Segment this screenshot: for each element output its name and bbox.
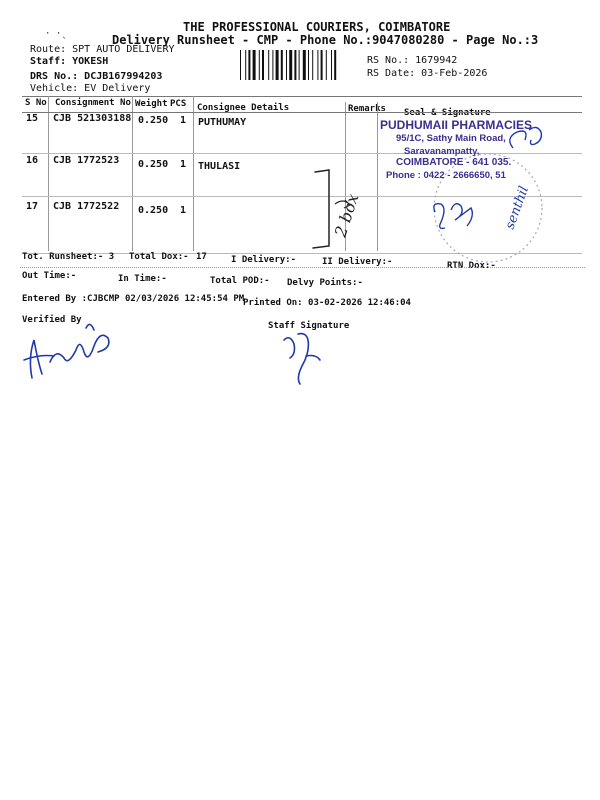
row-sno: 16 bbox=[26, 155, 39, 166]
stamp-area: Saravanampatty, bbox=[404, 146, 480, 157]
in-time: In Time:- bbox=[118, 274, 167, 284]
barcode-bar bbox=[308, 50, 309, 80]
row-weight: 0.250 bbox=[138, 205, 169, 216]
barcode-bar bbox=[312, 50, 313, 80]
barcode-bar bbox=[268, 50, 269, 80]
col-divider bbox=[132, 96, 133, 251]
verifier-signature bbox=[20, 308, 120, 388]
runsheet-title: Delivery Runsheet - CMP - Phone No.:9047080280 - Page No.:3 bbox=[112, 33, 539, 47]
row-consignee: THULASI bbox=[198, 161, 241, 172]
barcode-bar bbox=[286, 50, 287, 80]
staff-label: Staff: YOKESH bbox=[30, 56, 109, 67]
barcode-bar bbox=[299, 50, 300, 80]
out-time: Out Time:- bbox=[22, 271, 77, 281]
corner-mark: · ·ˎ bbox=[45, 29, 67, 39]
stamp-address: 95/1C, Sathy Main Road, bbox=[396, 133, 506, 144]
barcode-bar bbox=[289, 50, 292, 80]
summary-dotted-rule bbox=[20, 267, 585, 268]
ii-delivery: II Delivery:- bbox=[322, 257, 393, 267]
row-sno: 17 bbox=[26, 201, 39, 212]
total-dox-label: Total Dox:- bbox=[129, 252, 189, 262]
vehicle-label: Vehicle: EV Delivery bbox=[30, 83, 151, 94]
total-pod: Total POD:- bbox=[210, 276, 270, 286]
col-seal: Seal & Signature bbox=[404, 108, 491, 118]
barcode-bar bbox=[331, 50, 332, 80]
barcode-bar bbox=[294, 50, 296, 80]
col-divider bbox=[193, 96, 194, 251]
col-consignee: Consignee Details bbox=[197, 103, 290, 113]
row-pcs: 1 bbox=[180, 115, 187, 126]
row-pcs: 1 bbox=[180, 205, 187, 216]
stamp-city: COIMBATORE - 641 035. bbox=[396, 157, 512, 168]
total-dox-value: 17 bbox=[196, 252, 207, 262]
row-consignment: CJB 1772523 bbox=[53, 155, 120, 166]
row-consignment: CJB 1772522 bbox=[53, 201, 120, 212]
col-pcs: PCS bbox=[170, 99, 187, 109]
row-sno: 15 bbox=[26, 113, 39, 124]
col-sno: S No bbox=[25, 98, 47, 108]
printed-on: Printed On: 03-02-2026 12:46:04 bbox=[243, 298, 411, 308]
company-name: THE PROFESSIONAL COURIERS, COIMBATORE bbox=[183, 20, 451, 34]
barcode-bar bbox=[272, 50, 273, 80]
signature-name: senthil bbox=[502, 184, 533, 232]
barcode-bar bbox=[281, 50, 283, 80]
barcode-bar bbox=[317, 50, 318, 80]
barcode-bar bbox=[303, 50, 306, 80]
barcode-bar bbox=[248, 50, 250, 80]
rs-date: RS Date: 03-Feb-2026 bbox=[367, 68, 488, 79]
barcode-bar bbox=[259, 50, 260, 80]
barcode-bar bbox=[326, 50, 327, 80]
rtn-dox: RTN Dox:- bbox=[447, 261, 496, 271]
barcode-bar bbox=[321, 50, 323, 80]
barcode bbox=[240, 50, 362, 80]
barcode-bar bbox=[334, 50, 336, 80]
row-weight: 0.250 bbox=[138, 115, 169, 126]
col-weight: Weight bbox=[135, 99, 168, 109]
entered-by: Entered By :CJBCMP 02/03/2026 12:45:54 PM bbox=[22, 294, 245, 304]
route-label: Route: SPT AUTO DELIVERY bbox=[30, 44, 175, 55]
table-top-rule bbox=[22, 96, 582, 97]
row-consignee: PUTHUMAY bbox=[198, 117, 247, 128]
barcode-bar bbox=[253, 50, 256, 80]
col-consignment: Consignment No bbox=[55, 98, 131, 108]
tot-runsheet: Tot. Runsheet:- 3 bbox=[22, 252, 115, 262]
col-remarks: Remarks bbox=[348, 104, 386, 114]
stamp-name: PUDHUMAII PHARMACIES bbox=[380, 118, 533, 132]
staff-signature bbox=[280, 330, 330, 388]
barcode-bar bbox=[240, 50, 241, 80]
col-divider bbox=[48, 96, 49, 251]
delvy-points: Delvy Points:- bbox=[287, 278, 363, 288]
drs-number: DRS No.: DCJB167994203 bbox=[30, 71, 163, 82]
consignee-signature bbox=[425, 118, 575, 248]
barcode-bar bbox=[276, 50, 279, 80]
remarks-note: 2 box bbox=[330, 191, 363, 240]
row-pcs: 1 bbox=[180, 159, 187, 170]
rs-number: RS No.: 1679942 bbox=[367, 55, 458, 66]
row-weight: 0.250 bbox=[138, 159, 169, 170]
stamp-phone: Phone : 0422 - 2666650, 51 bbox=[386, 170, 506, 181]
row-consignment: CJB 521303188 bbox=[53, 113, 132, 124]
i-delivery: I Delivery:- bbox=[231, 255, 297, 265]
barcode-bar bbox=[262, 50, 264, 80]
barcode-bar bbox=[245, 50, 246, 80]
verified-by-label: Verified By bbox=[22, 315, 82, 325]
handwritten-bracket bbox=[305, 160, 385, 255]
staff-signature-label: Staff Signature bbox=[268, 321, 350, 331]
